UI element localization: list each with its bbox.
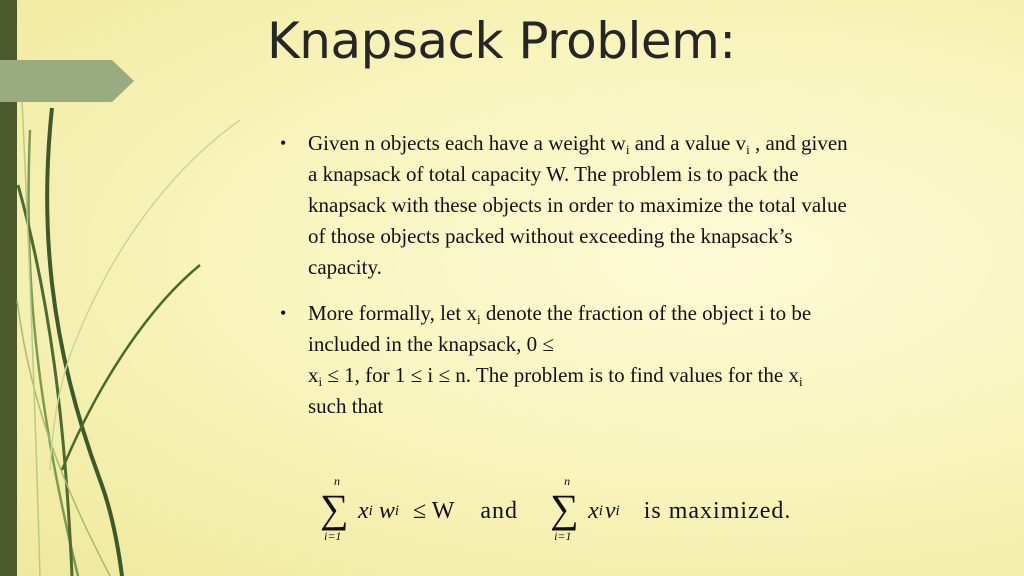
bullet-text: , and given — [749, 131, 848, 155]
bullet-text: capacity. — [308, 255, 382, 279]
subscript-text: i — [476, 312, 481, 327]
subscript-text: i — [746, 142, 750, 157]
decorative-arrow-tab — [0, 60, 134, 102]
bullet-line — [308, 329, 980, 360]
bullet-text: a knapsack of total capacity W. The problem is to pack the — [308, 162, 799, 186]
bullet-text: More formally, let x — [308, 301, 477, 325]
sigma-glyph: ∑ — [550, 486, 579, 531]
slide-title: Knapsack Problem: — [267, 12, 736, 70]
bullet-line — [308, 252, 980, 283]
formula-maximized: is maximized. — [643, 497, 792, 524]
formula-index: i — [615, 502, 620, 519]
bullet-text: ≤ 1, for 1 ≤ i ≤ n. The problem is to find values for the x — [322, 363, 799, 387]
sigma-glyph: ∑ — [320, 486, 349, 531]
summation-symbol — [318, 476, 354, 546]
bullet-text: Given n objects each have a weight w — [308, 131, 626, 155]
formula-w: w — [378, 497, 395, 524]
subscript-text: i — [798, 374, 803, 389]
bullet-line — [308, 190, 980, 221]
bullet-text: and a value v — [629, 131, 747, 155]
bullet-item — [280, 298, 980, 422]
bullet-line — [308, 298, 980, 329]
bullet-text: such that — [308, 394, 384, 418]
bullet-text: knapsack with these objects in order to maximize the total value — [308, 193, 847, 217]
formula-v: v — [604, 497, 616, 524]
bullet-text: included in the knapsack, 0 ≤ — [308, 332, 554, 356]
bullet-line — [308, 159, 980, 190]
bullet-item — [280, 128, 980, 283]
formula-index: i — [368, 502, 373, 519]
bullet-dot: • — [280, 303, 287, 323]
formula-and: and — [480, 497, 519, 524]
bullet-list — [280, 128, 980, 422]
bullet-line — [308, 128, 980, 159]
formula-index: i — [394, 502, 400, 519]
constraint-formula — [318, 476, 791, 546]
bullet-line — [308, 221, 980, 252]
formula-x: x — [358, 497, 369, 524]
bullet-text: x — [308, 363, 319, 387]
bullet-dot: • — [280, 133, 287, 153]
formula-leq-w: ≤ W — [413, 497, 455, 524]
formula-x: x — [588, 497, 599, 524]
bullet-text: denote the fraction of the object i to be — [480, 301, 812, 325]
bullet-line — [308, 391, 980, 422]
bullet-line — [308, 360, 980, 391]
subscript-text: i — [318, 374, 323, 389]
formula-index: i — [598, 502, 603, 519]
summation-upper-limit: n — [334, 474, 340, 488]
summation-symbol — [548, 476, 584, 546]
summation-upper-limit: n — [564, 474, 571, 488]
subscript-text: i — [625, 142, 630, 157]
summation-lower-limit: i=1 — [554, 529, 572, 543]
bullet-text: of those objects packed without exceeding the knapsack’s — [308, 224, 793, 248]
summation-lower-limit: i=1 — [324, 529, 342, 543]
